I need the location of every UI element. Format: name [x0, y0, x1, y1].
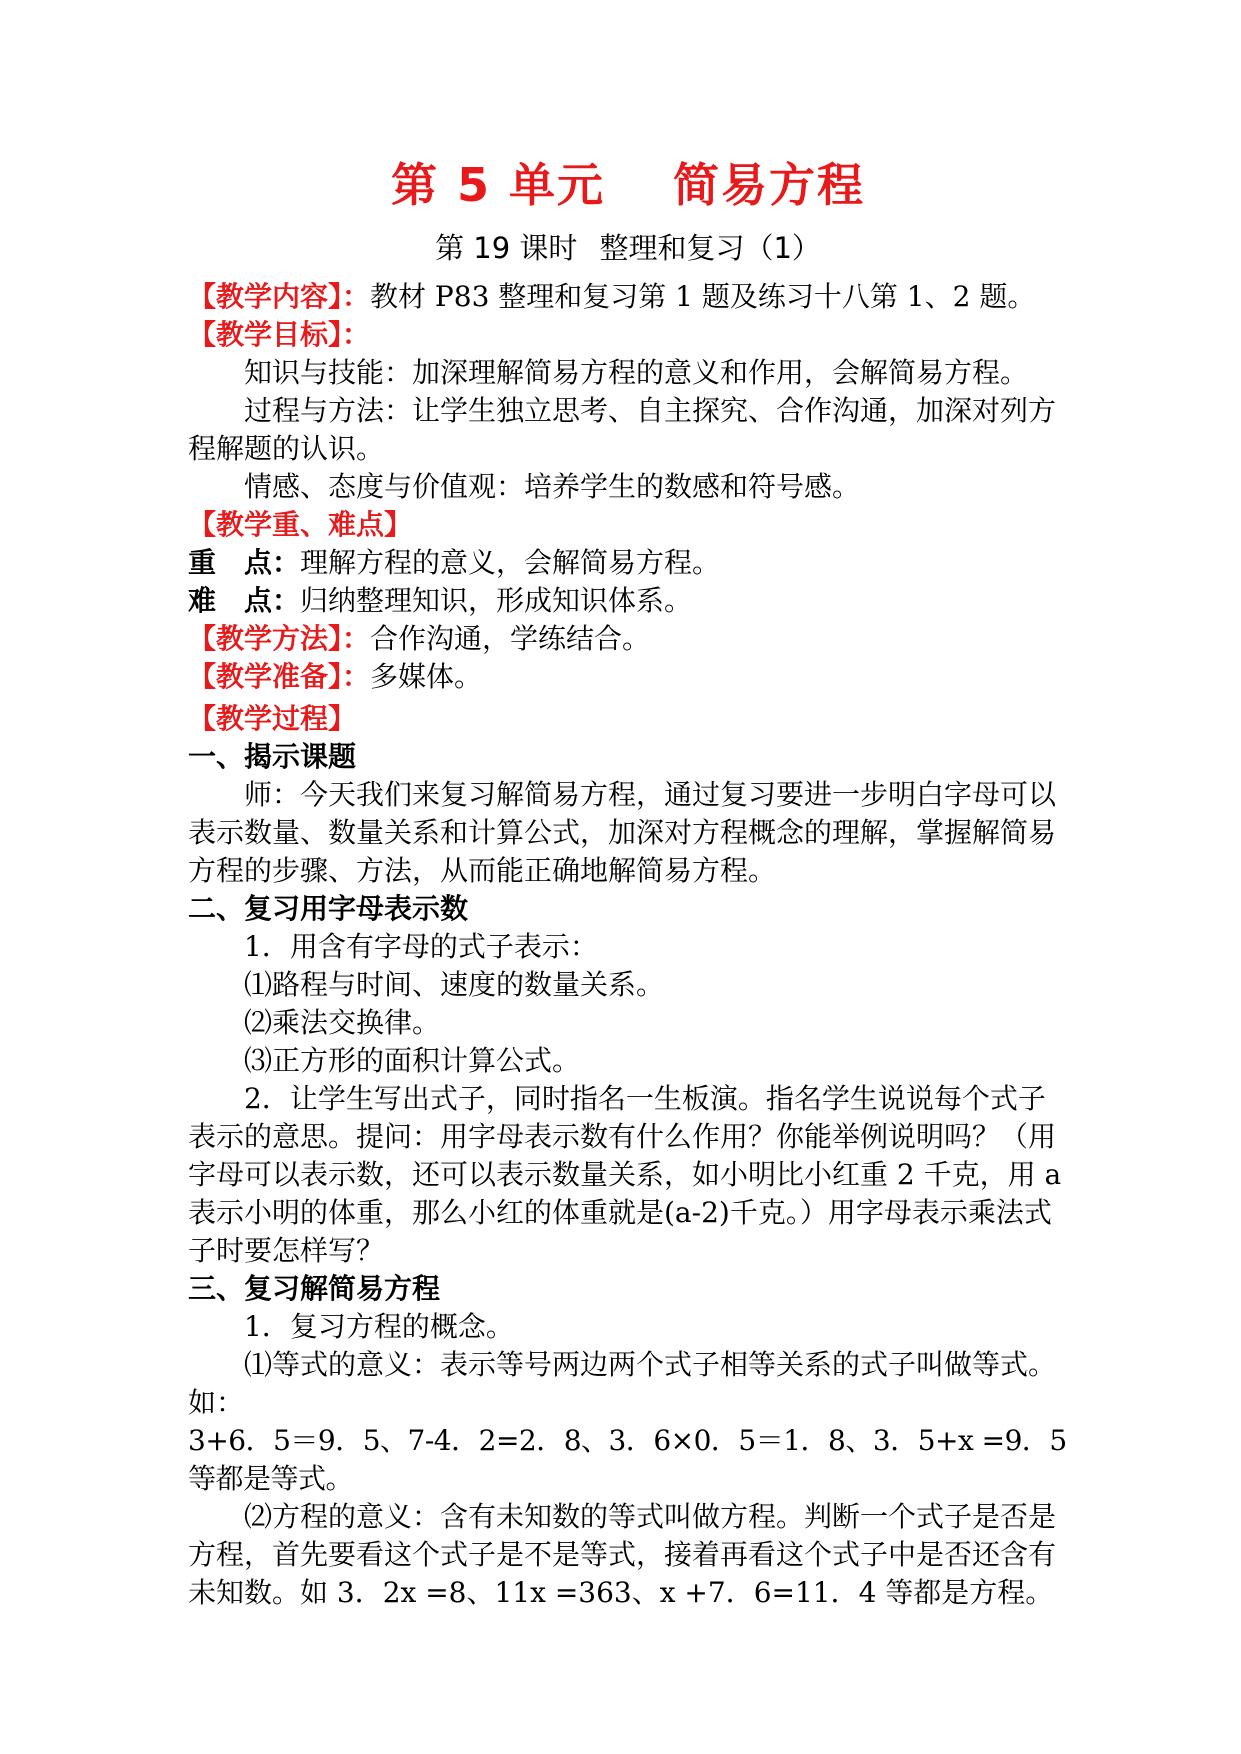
section-1-title: 一、揭示课题: [188, 740, 357, 773]
hard-point-label: 难 点：: [188, 584, 301, 617]
section-3-item: ⑴等式的意义：表示等号两边两个式子相等关系的式子叫做等式。如：: [188, 1348, 1057, 1419]
section-2-item: ⑴路程与时间、速度的数量关系。: [244, 968, 665, 1001]
section-3-title: 三、复习解简易方程: [188, 1272, 441, 1305]
section-2-item: 1．用含有字母的式子表示：: [244, 930, 598, 963]
section-2-item: 2．让学生写出式子，同时指名一生板演。指名学生说说每个式子表示的意思。提问：用字母表示数有什么作用？你能举例说明吗？（用字母可以表示数，还可以表示数量关系，如小明比小红重 2 千克，用 a 表示小明的体重，那么小红的体重就是(a-2)千克。）用字母表示乘法式子时要怎样写？: [188, 1082, 1062, 1267]
hard-point: [188, 582, 1068, 620]
teaching-content: [188, 278, 1068, 316]
teaching-goals-label: 【教学目标】：: [188, 318, 371, 351]
teaching-process-label: 【教学过程】: [188, 702, 357, 735]
section-2-title: 二、复习用字母表示数: [188, 892, 469, 925]
teaching-goals-heading: [188, 316, 1068, 354]
teaching-method-label: 【教学方法】：: [188, 622, 371, 655]
lesson-name: 整理和复习（1）: [599, 231, 821, 265]
key-point: [188, 544, 1068, 582]
lesson-subtitle: [188, 226, 1068, 270]
unit-name: 简易方程: [673, 158, 866, 212]
keypoints-heading: [188, 506, 1068, 544]
key-point-text: 理解方程的意义，会解简易方程。: [300, 546, 721, 579]
keypoints-label: 【教学重、难点】: [188, 508, 413, 541]
teaching-prep: [188, 658, 1068, 696]
goal-item: 过程与方法：让学生独立思考、自主探究、合作沟通，加深对列方程解题的认识。: [188, 394, 1057, 465]
teaching-content-text: 教材 P83 整理和复习第 1 题及练习十八第 1、2 题。: [370, 280, 1036, 313]
teaching-prep-label: 【教学准备】：: [188, 660, 371, 693]
goal-item: 情感、态度与价值观：培养学生的数感和符号感。: [244, 470, 861, 503]
teaching-method-text: 合作沟通，学练结合。: [370, 622, 651, 655]
teaching-process-heading: [188, 700, 1068, 738]
unit-number: 第 5 单元: [390, 158, 606, 212]
key-point-label: 重 点：: [188, 546, 301, 579]
teaching-prep-text: 多媒体。: [370, 660, 483, 693]
section-3-example: 3+6．5＝9．5、7-4．2=2．8、3．6×0．5＝1．8、3．5+x =9．5 等都是等式。: [188, 1424, 1067, 1495]
section-3-item: ⑵方程的意义：含有未知数的等式叫做方程。判断一个式子是否是方程，首先要看这个式子是不是等式，接着再看这个式子中是否还含有未知数。如 3．2x =8、11x =363、x +7．6=11．4 等都是方程。: [188, 1500, 1057, 1609]
teaching-method: [188, 620, 1068, 658]
lesson-number: 第 19 课时: [435, 231, 578, 265]
goal-item: 知识与技能：加深理解简易方程的意义和作用，会解简易方程。: [244, 356, 1029, 389]
unit-title: [188, 150, 1068, 220]
lesson-plan: [188, 150, 1068, 1612]
hard-point-text: 归纳整理知识，形成知识体系。: [300, 584, 693, 617]
teaching-content-label: 【教学内容】：: [188, 280, 371, 313]
section-2-item: ⑵乘法交换律。: [244, 1006, 441, 1039]
section-3-item: 1．复习方程的概念。: [244, 1310, 514, 1343]
section-1-text: 师：今天我们来复习解简易方程，通过复习要进一步明白字母可以表示数量、数量关系和计算公式，加深对方程概念的理解，掌握解简易方程的步骤、方法，从而能正确地解简易方程。: [188, 778, 1057, 887]
section-2-item: ⑶正方形的面积计算公式。: [244, 1044, 581, 1077]
